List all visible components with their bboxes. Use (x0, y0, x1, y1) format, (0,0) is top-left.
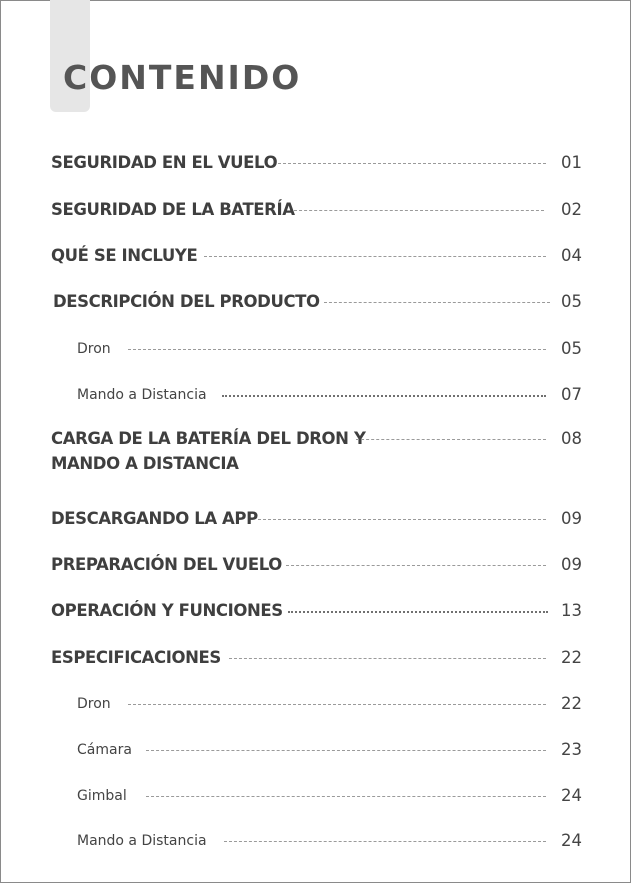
toc-entry-label: DESCARGANDO LA APP (51, 509, 258, 528)
toc-leader-dots (146, 750, 546, 751)
toc-entry-label: OPERACIÓN Y FUNCIONES (51, 601, 283, 620)
toc-entry-label: SEGURIDAD DE LA BATERÍA (51, 200, 295, 219)
toc-page-number: 05 (561, 339, 582, 358)
toc-page-number: 04 (561, 246, 582, 265)
page-title: CONTENIDO (63, 58, 302, 97)
toc-entry-carga-bateria[interactable] (0, 428, 631, 478)
toc-entry-preparacion-vuelo[interactable] (0, 554, 631, 578)
toc-leader-dots (286, 565, 546, 566)
toc-entry-label: CARGA DE LA BATERÍA DEL DRON Y (51, 429, 366, 448)
toc-leader-dots (288, 611, 548, 613)
toc-entry-operacion-funciones[interactable] (0, 600, 631, 624)
toc-leader-dots (222, 395, 546, 397)
toc-leader-dots (128, 704, 546, 705)
toc-page-number: 08 (561, 429, 582, 448)
toc-page-number: 22 (561, 694, 582, 713)
toc-page-number: 05 (561, 292, 582, 311)
toc-page-number: 23 (561, 740, 582, 759)
toc-page-number: 22 (561, 648, 582, 667)
toc-page-number: 13 (561, 601, 582, 620)
toc-entry-label: Mando a Distancia (77, 387, 207, 403)
toc-entry-label: DESCRIPCIÓN DEL PRODUCTO (53, 292, 320, 311)
toc-entry-spec-dron[interactable] (0, 693, 631, 717)
toc-leader-dots (324, 302, 550, 303)
toc-entry-mando-distancia[interactable] (0, 384, 631, 408)
toc-entry-label: QUÉ SE INCLUYE (51, 246, 198, 265)
toc-leader-dots (146, 796, 546, 797)
toc-leader-dots (204, 256, 546, 257)
toc-entry-label: ESPECIFICACIONES (51, 648, 221, 667)
toc-page-number: 24 (561, 831, 582, 850)
toc-entry-especificaciones[interactable] (0, 647, 631, 671)
toc-leader-dots (229, 658, 546, 659)
toc-entry-spec-gimbal[interactable] (0, 785, 631, 809)
toc-entry-label-line2: MANDO A DISTANCIA (51, 454, 239, 473)
toc-page-number: 02 (561, 200, 582, 219)
toc-leader-dots (294, 210, 544, 211)
toc-entry-spec-camara[interactable] (0, 739, 631, 763)
toc-entry-label: SEGURIDAD EN EL VUELO (51, 153, 278, 172)
toc-entry-label: Mando a Distancia (77, 833, 207, 849)
toc-page-number: 09 (561, 509, 582, 528)
toc-page-number: 24 (561, 786, 582, 805)
toc-entry-seguridad-vuelo[interactable] (0, 152, 631, 176)
toc-leader-dots (258, 519, 546, 520)
toc-entry-descargando-app[interactable] (0, 508, 631, 532)
toc-entry-spec-mando-distancia[interactable] (0, 830, 631, 854)
toc-entry-dron[interactable] (0, 338, 631, 362)
toc-entry-label: Dron (77, 696, 111, 712)
toc-leader-dots (278, 163, 546, 164)
toc-entry-label: Dron (77, 341, 111, 357)
toc-page-number: 01 (561, 153, 582, 172)
toc-page-number: 07 (561, 385, 582, 404)
toc-entry-label: Cámara (77, 742, 132, 758)
toc-entry-label: Gimbal (77, 788, 127, 804)
toc-leader-dots (224, 841, 546, 842)
toc-page-number: 09 (561, 555, 582, 574)
toc-entry-descripcion-producto[interactable] (0, 291, 631, 315)
toc-leader-dots (128, 349, 546, 350)
toc-entry-label: PREPARACIÓN DEL VUELO (51, 555, 282, 574)
toc-entry-que-se-incluye[interactable] (0, 245, 631, 269)
toc-entry-seguridad-bateria[interactable] (0, 199, 631, 223)
toc-leader-dots (356, 439, 546, 440)
